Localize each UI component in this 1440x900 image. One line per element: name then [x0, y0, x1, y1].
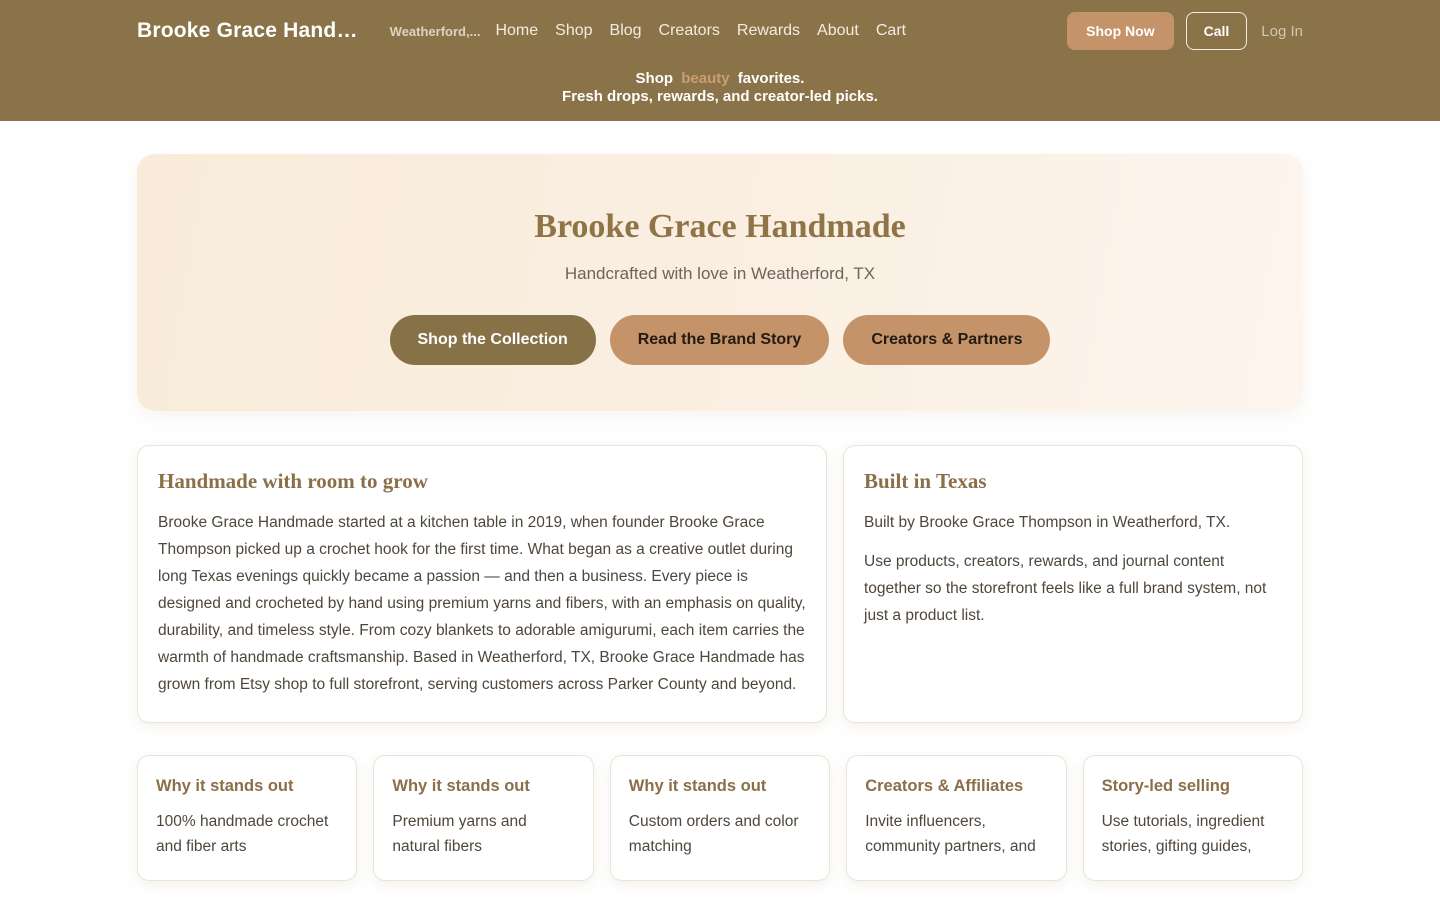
built-card-paragraph-1: Built by Brooke Grace Thompson in Weatherford, TX. [864, 514, 1231, 531]
feature-card-1 [137, 755, 357, 881]
hero-title: Brooke Grace Handmade [534, 208, 906, 245]
nav-links [495, 22, 906, 40]
story-card [137, 445, 827, 723]
feature-card-body: Invite influencers, community partners, and [865, 813, 1036, 855]
promo-prefix: Shop [635, 70, 678, 87]
feature-card-3 [610, 755, 830, 881]
feature-card-body: Premium yarns and natural fibers [392, 813, 527, 855]
feature-card-body: 100% handmade crochet and fiber arts [156, 813, 329, 855]
nav-link-about[interactable]: About [817, 22, 859, 39]
story-card-heading: Handmade with room to grow [158, 469, 428, 493]
brand-story-button[interactable]: Read the Brand Story [610, 315, 830, 365]
feature-card-heading: Why it stands out [628, 777, 767, 795]
shop-now-button[interactable]: Shop Now [1067, 12, 1173, 50]
site-header [0, 0, 1440, 121]
feature-card-4 [846, 755, 1066, 881]
hero-actions [137, 315, 1303, 365]
top-nav [137, 0, 1303, 62]
nav-link-home[interactable]: Home [495, 22, 539, 39]
nav-link-creators[interactable]: Creators [658, 22, 720, 39]
built-card-heading: Built in Texas [864, 469, 987, 493]
about-section [137, 445, 1303, 723]
story-card-body: Brooke Grace Handmade started at a kitchen table in 2019, when founder Brooke Grace Thompson picked up a crochet hook for the first time. What began as a creative outlet during long Texas evenings quickly became a passion — and then a business. Every piece is designed and crocheted by hand using premium yarns and fibers, with an emphasis on quality, durability, and timeless style. From cozy blankets to adorable amigurumi, each item carries the warmth of handmade craftsmanship. Based in Weatherford, TX, Brooke Grace Handmade has grown from Etsy shop to full storefront, serving customers across Parker County and beyond. [158, 514, 806, 693]
nav-location-text: Weatherford,... [389, 23, 481, 39]
feature-card-heading: Creators & Affiliates [865, 777, 1024, 795]
feature-cards-row [137, 755, 1303, 881]
promo-banner-line1 [0, 70, 1440, 88]
brand-logo[interactable]: Brooke Grace Hand… [137, 19, 358, 42]
feature-card-2 [373, 755, 593, 881]
main-content [137, 154, 1303, 881]
nav-link-rewards[interactable]: Rewards [736, 22, 801, 39]
built-card-paragraph-2: Use products, creators, rewards, and journal content together so the storefront feels like a full brand system, not just a product list. [864, 553, 1267, 624]
shop-collection-button[interactable]: Shop the Collection [390, 315, 596, 365]
nav-link-blog[interactable]: Blog [609, 22, 642, 39]
creators-partners-button[interactable]: Creators & Partners [843, 315, 1050, 365]
feature-card-heading: Story-led selling [1101, 777, 1230, 795]
promo-suffix: favorites. [733, 70, 805, 87]
call-button[interactable]: Call [1186, 12, 1248, 50]
hero-subtitle: Handcrafted with love in Weatherford, TX [564, 264, 876, 283]
feature-card-heading: Why it stands out [156, 777, 294, 795]
login-link[interactable]: Log In [1261, 22, 1303, 40]
feature-card-heading: Why it stands out [392, 777, 530, 795]
promo-banner [0, 70, 1440, 106]
nav-link-shop[interactable]: Shop [555, 22, 593, 39]
feature-card-body: Use tutorials, ingredient stories, gifting guides, [1101, 813, 1265, 855]
feature-card-body: Custom orders and color matching [628, 813, 799, 855]
promo-banner-line2: Fresh drops, rewards, and creator-led picks. [562, 88, 878, 105]
promo-highlight: beauty [681, 70, 730, 87]
built-in-texas-card [843, 445, 1303, 723]
feature-card-5 [1083, 755, 1303, 881]
hero-section [137, 154, 1303, 411]
nav-link-cart[interactable]: Cart [875, 22, 907, 39]
